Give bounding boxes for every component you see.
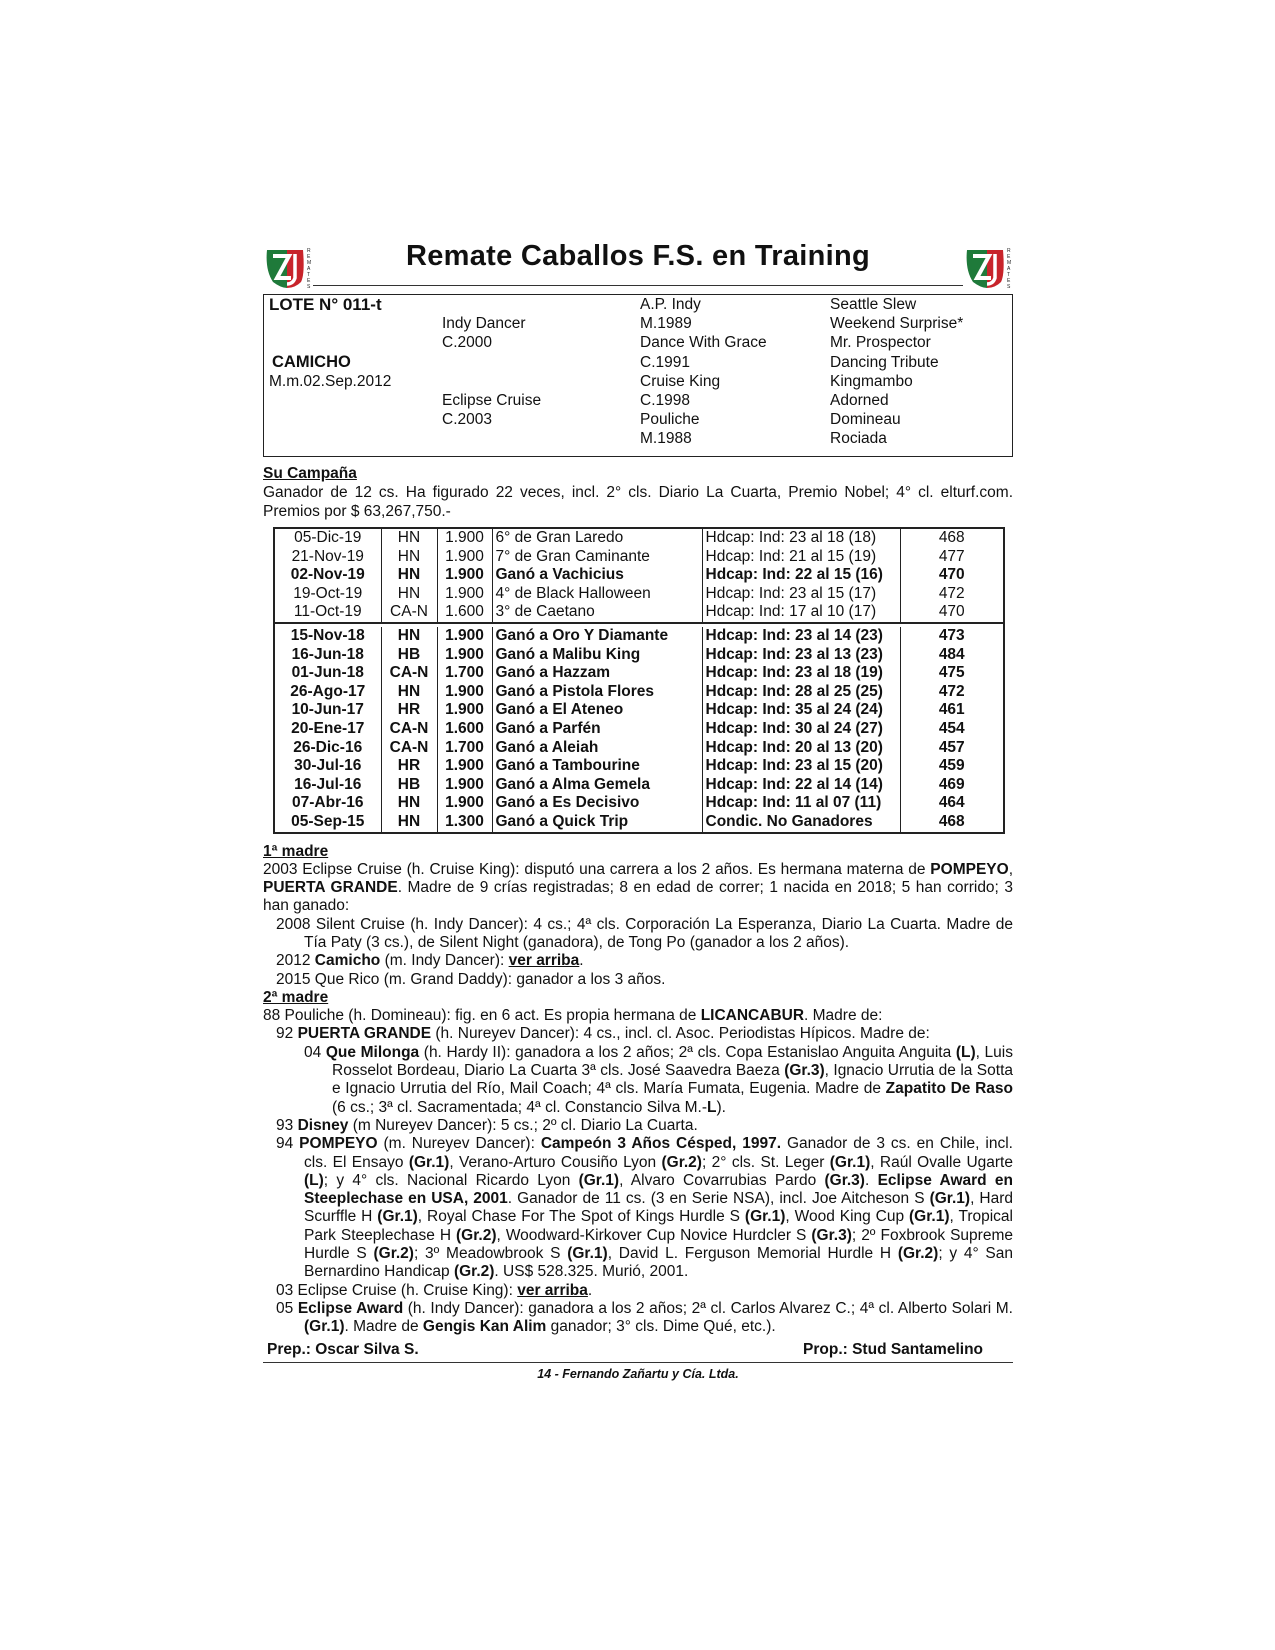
race-record-table (273, 527, 1005, 834)
race-condition: Hdcap: Ind: 30 al 24 (27) (702, 720, 900, 739)
race-condition: Hdcap: Ind: 23 al 18 (19) (702, 664, 900, 683)
pedigree-entry: Domineau (830, 411, 901, 429)
race-date: 16-Jun-18 (291, 645, 364, 663)
pedigree-entry: C.1991 (640, 353, 690, 371)
race-row (275, 585, 1003, 604)
race-track: HB (381, 776, 437, 795)
pedigree-entry: Pouliche (640, 411, 700, 429)
race-weight: 470 (900, 566, 1003, 585)
dam-info: C.2003 (442, 411, 492, 429)
pedigree-entry: Mr. Prospector (830, 334, 931, 352)
second-dam-paragraph: 88 Pouliche (h. Domineau): fig. en 6 act. Es propia hermana de LICANCABUR. Madre de: (263, 1007, 883, 1025)
race-condition: Hdcap: Ind: 23 al 15 (20) (702, 757, 900, 776)
race-distance: 1.600 (437, 720, 492, 739)
offspring-entry: 2008 Silent Cruise (h. Indy Dancer): 4 cs.; 4ª cls. Corporación La Esperanza, Diario La Cuarta. Madre de Tía Paty (3 cs.), de Silent Night (ganadora), de Tong Po (ganador a los 2 años). (276, 915, 1013, 951)
svg-text:T: T (1007, 272, 1011, 278)
preparer: Prep.: Oscar Silva S. (267, 1340, 419, 1358)
race-weight: 468 (900, 813, 1003, 832)
race-track: HN (381, 585, 437, 604)
pedigree-entry: Seattle Slew (830, 296, 917, 313)
race-date: 07-Abr-16 (292, 794, 364, 812)
footer-rule (263, 1362, 1013, 1363)
race-weight: 464 (900, 794, 1003, 813)
race-track: HN (381, 683, 437, 702)
pedigree-col-horse (269, 295, 439, 391)
race-row (275, 683, 1003, 702)
race-date: 16-Jul-16 (294, 775, 362, 793)
ver-arriba-link[interactable]: ver arriba (508, 952, 580, 970)
catalog-page (263, 240, 1013, 1381)
race-result: Ganó a Vachicius (492, 566, 702, 585)
pedigree-entry: Dance With Grace (640, 334, 767, 352)
race-track: HN (381, 529, 437, 548)
pedigree-col-parents (442, 295, 622, 429)
race-result: Ganó a Aleiah (492, 739, 702, 758)
offspring-entry: 93 Disney (m Nureyev Dancer): 5 cs.; 2º cl. Diario La Cuarta. (276, 1116, 698, 1134)
race-track: HR (381, 701, 437, 720)
offspring-entry: 2015 Que Rico (m. Grand Daddy): ganador a los 3 años. (276, 970, 666, 988)
race-row (275, 529, 1003, 548)
offspring-entry: 05 Eclipse Award (h. Indy Dancer): ganadora a los 2 años; 2ª cl. Carlos Alvarez C.; 4ª cl. Alberto Solari M. (Gr.1). Madre de Gengis Kan Alim ganador; 3° cls. Dime Qué, etc.). (276, 1299, 1013, 1336)
race-condition: Hdcap: Ind: 22 al 14 (14) (702, 776, 900, 795)
race-row (275, 664, 1003, 683)
svg-text:M: M (1007, 260, 1012, 266)
race-condition: Hdcap: Ind: 20 al 13 (20) (702, 739, 900, 758)
race-condition: Hdcap: Ind: 35 al 24 (24) (702, 701, 900, 720)
pedigree-box (263, 294, 1013, 457)
race-track: HN (381, 813, 437, 832)
race-result: Ganó a Pistola Flores (492, 683, 702, 702)
race-track: HN (381, 566, 437, 585)
race-weight: 459 (900, 757, 1003, 776)
horse-name: CAMICHO (272, 352, 351, 371)
race-condition: Hdcap: Ind: 28 al 25 (25) (702, 683, 900, 702)
race-result: Ganó a Es Decisivo (492, 794, 702, 813)
race-date: 01-Jun-18 (291, 664, 364, 682)
pedigree-entry: Rociada (830, 430, 887, 448)
page-title: Remate Caballos F.S. en Training (405, 240, 871, 272)
svg-text:E: E (1007, 278, 1011, 284)
svg-text:S: S (307, 284, 311, 290)
race-track: HN (381, 794, 437, 813)
svg-text:E: E (1007, 254, 1011, 260)
race-row (275, 548, 1003, 567)
race-result: Ganó a Tambourine (492, 757, 702, 776)
offspring-entry: 94 POMPEYO (m. Nureyev Dancer): Campeón 3 Años Césped, 1997. Ganador de 3 cs. en Chile, incl. cls. El Ensayo (Gr.1), Verano-Arturo Cousiño Lyon (Gr.2); 2° cls. St. Leger (Gr.1), Raúl Ovalle Ugarte (L); y 4° cls. Nacional Ricardo Lyon (Gr.1), Alvaro Covarrubias Pardo (Gr.3). Eclipse Award en Steeplechase en USA, 2001. Ganador de 11 cs. (3 en Serie NSA), incl. Joe Aitcheson S (Gr.1), Hard Scurffle H (Gr.1), Royal Chase For The Spot of Kings Hurdle S (Gr.1), Wood King Cup (Gr.1), Tropical Park Steeplechase H (Gr.2), Woodward-Kirkover Cup Novice Hurdcler S (Gr.3); 2º Foxbrook Supreme Hurdle S (Gr.2); 3º Meadowbrook S (Gr.1), David L. Ferguson Memorial Hurdle H (Gr.2); y 4° San Bernardino Handicap (Gr.2). US$ 528.325. Murió, 2001. (276, 1135, 1013, 1281)
race-result: 3° de Caetano (492, 603, 702, 623)
pedigree-entry: A.P. Indy (640, 296, 701, 313)
race-weight: 484 (900, 646, 1003, 665)
pedigree-entry: Cruise King (640, 372, 721, 390)
sire-name: Indy Dancer (442, 315, 526, 333)
race-track: CA-N (381, 664, 437, 683)
first-dam-paragraph: 2003 Eclipse Cruise (h. Cruise King): disputó una carrera a los 2 años. Es hermana materna de POMPEYO, PUERTA GRANDE. Madre de 9 crías registradas; 8 en edad de correr; 1 nacida en 2018; 5 han corrido; 3 han ganado: (263, 860, 1013, 915)
race-row (275, 813, 1003, 832)
pedigree-col-grandparents (640, 295, 820, 449)
race-date: 26-Ago-17 (290, 682, 366, 700)
race-row (275, 627, 1003, 646)
offspring-entry: 92 PUERTA GRANDE (h. Nureyev Dancer): 4 cs., incl. cl. Asoc. Periodistas Hípicos. Madre de: (276, 1025, 930, 1043)
race-condition: Hdcap: Ind: 23 al 13 (23) (702, 646, 900, 665)
svg-text:M: M (307, 260, 312, 266)
race-distance: 1.900 (437, 701, 492, 720)
svg-text:R: R (307, 248, 311, 254)
header-rule (313, 285, 963, 286)
campaign-section (263, 465, 1013, 521)
race-date: 02-Nov-19 (290, 566, 365, 584)
svg-text:S: S (1007, 284, 1011, 290)
race-result: Ganó a Quick Trip (492, 813, 702, 832)
race-weight: 472 (900, 585, 1003, 604)
ver-arriba-link[interactable]: ver arriba (517, 1281, 588, 1299)
page-header (263, 240, 1013, 292)
race-row (275, 776, 1003, 795)
race-distance: 1.900 (437, 757, 492, 776)
race-weight: 472 (900, 683, 1003, 702)
race-distance: 1.900 (437, 548, 492, 567)
race-result: 7° de Gran Caminante (492, 548, 702, 567)
race-date: 20-Ene-17 (291, 719, 365, 737)
race-result: 6° de Gran Laredo (492, 529, 702, 548)
campaign-title: Su Campaña (263, 465, 357, 482)
campaign-text: Ganador de 12 cs. Ha figurado 22 veces, incl. 2° cls. Diario La Cuarta, Premio Nobel; 4° cl. elturf.com. Premios por $ 63,267,750.- (263, 484, 1013, 520)
race-date: 15-Nov-18 (290, 626, 365, 644)
race-distance: 1.900 (437, 794, 492, 813)
race-distance: 1.900 (437, 529, 492, 548)
dam-name: Eclipse Cruise (442, 391, 542, 409)
race-condition: Hdcap: Ind: 23 al 18 (18) (702, 529, 900, 548)
race-date: 19-Oct-19 (293, 584, 363, 602)
race-weight: 477 (900, 548, 1003, 567)
race-distance: 1.900 (437, 683, 492, 702)
race-condition: Condic. No Ganadores (702, 813, 900, 832)
sire-info: C.2000 (442, 334, 492, 352)
first-dam-title: 1ª madre (263, 842, 329, 860)
pedigree-entry: Adorned (830, 391, 889, 409)
race-distance: 1.700 (437, 664, 492, 683)
race-row (275, 603, 1003, 623)
race-distance: 1.700 (437, 739, 492, 758)
race-track: HN (381, 548, 437, 567)
pedigree-entry: C.1998 (640, 391, 690, 409)
race-track: HR (381, 757, 437, 776)
race-distance: 1.900 (437, 566, 492, 585)
race-result: Ganó a Alma Gemela (492, 776, 702, 795)
race-condition: Hdcap: Ind: 23 al 15 (17) (702, 585, 900, 604)
race-row (275, 701, 1003, 720)
race-condition: Hdcap: Ind: 21 al 15 (19) (702, 548, 900, 567)
second-dam-section (263, 989, 1013, 1337)
race-weight: 468 (900, 529, 1003, 548)
preparer-owner-line (263, 1341, 1013, 1359)
lot-number: LOTE N° 011-t (269, 295, 382, 314)
offspring-entry: 2012 Camicho (m. Indy Dancer): ver arriba. (276, 952, 584, 970)
race-track: CA-N (381, 603, 437, 623)
race-condition: Hdcap: Ind: 23 al 14 (23) (702, 627, 900, 646)
svg-text:R: R (1007, 248, 1011, 254)
race-weight: 475 (900, 664, 1003, 683)
race-row (275, 794, 1003, 813)
race-result: Ganó a Hazzam (492, 664, 702, 683)
race-condition: Hdcap: Ind: 22 al 15 (16) (702, 566, 900, 585)
pedigree-entry: Dancing Tribute (830, 353, 939, 371)
race-result: Ganó a Parfén (492, 720, 702, 739)
pedigree-entry: M.1988 (640, 430, 692, 448)
race-distance: 1.900 (437, 627, 492, 646)
race-weight: 457 (900, 739, 1003, 758)
race-track: HB (381, 646, 437, 665)
race-date: 10-Jun-17 (291, 701, 364, 719)
race-row (275, 739, 1003, 758)
race-distance: 1.900 (437, 585, 492, 604)
race-row (275, 646, 1003, 665)
race-track: CA-N (381, 739, 437, 758)
remates-logo (263, 244, 313, 290)
owner: Prop.: Stud Santamelino (803, 1340, 983, 1358)
race-weight: 469 (900, 776, 1003, 795)
race-weight: 470 (900, 603, 1003, 623)
race-result: Ganó a Malibu King (492, 646, 702, 665)
first-dam-section (263, 843, 1013, 989)
race-row (275, 720, 1003, 739)
offspring-entry: 04 Que Milonga (h. Hardy II): ganadora a los 2 años; 2ª cls. Copa Estanislao Anguita Anguita (L), Luis Rosselot Bordeau, Diario La Cuarta 3ª cls. José Saavedra Baeza (Gr.3), Ignacio Urrutia de la Sotta e Ignacio Urrutia del Río, Mail Coach; 4ª cls. María Fumata, Eugenia. Madre de Zapatito De Raso (6 cs.; 3ª cl. Sacramentada; 4ª cl. Constancio Silva M.-L). (304, 1043, 1013, 1116)
race-result: Ganó a Oro Y Diamante (492, 627, 702, 646)
race-track: CA-N (381, 720, 437, 739)
race-distance: 1.300 (437, 813, 492, 832)
race-result: Ganó a El Ateneo (492, 701, 702, 720)
race-condition: Hdcap: Ind: 11 al 07 (11) (702, 794, 900, 813)
race-date: 05-Sep-15 (291, 812, 365, 830)
race-condition: Hdcap: Ind: 17 al 10 (17) (702, 603, 900, 623)
race-distance: 1.900 (437, 646, 492, 665)
race-weight: 461 (900, 701, 1003, 720)
pedigree-entry: Weekend Surprise* (830, 315, 964, 333)
race-date: 05-Dic-19 (294, 529, 362, 546)
race-track: HN (381, 627, 437, 646)
second-dam-title: 2ª madre (263, 988, 329, 1006)
svg-text:E: E (307, 254, 311, 260)
horse-info: M.m.02.Sep.2012 (269, 372, 392, 390)
pedigree-entry: Kingmambo (830, 372, 913, 390)
pedigree-col-great-grandparents (830, 295, 1010, 449)
race-weight: 454 (900, 720, 1003, 739)
race-result: 4° de Black Halloween (492, 585, 702, 604)
svg-text:E: E (307, 278, 311, 284)
race-date: 21-Nov-19 (291, 547, 364, 565)
svg-text:A: A (1007, 266, 1011, 272)
race-distance: 1.900 (437, 776, 492, 795)
race-date: 30-Jul-16 (294, 757, 362, 775)
svg-text:T: T (307, 272, 311, 278)
race-date: 11-Oct-19 (293, 603, 362, 621)
race-row (275, 757, 1003, 776)
offspring-entry: 03 Eclipse Cruise (h. Cruise King): ver arriba. (276, 1281, 593, 1299)
pedigree-entry: M.1989 (640, 315, 692, 333)
remates-logo (963, 244, 1013, 290)
svg-text:A: A (307, 266, 311, 272)
race-row (275, 566, 1003, 585)
race-date: 26-Dic-16 (293, 738, 363, 756)
race-weight: 473 (900, 627, 1003, 646)
page-footer: 14 - Fernando Zañartu y Cía. Ltda. (537, 1366, 739, 1381)
race-distance: 1.600 (437, 603, 492, 623)
